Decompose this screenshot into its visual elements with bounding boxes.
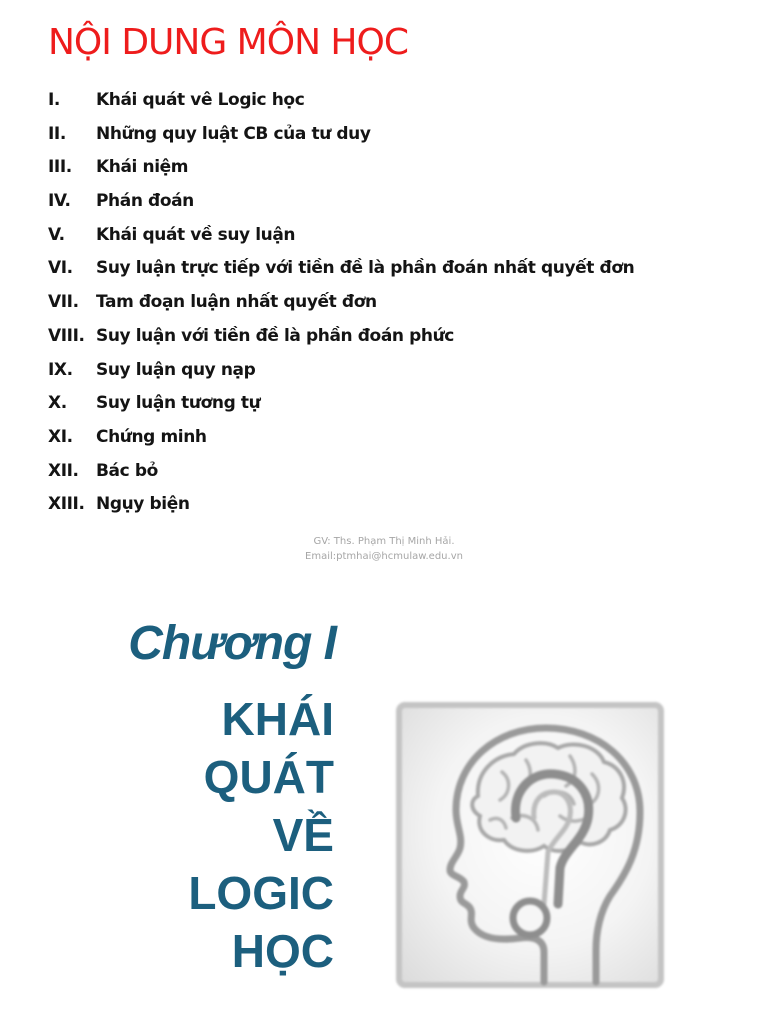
list-item xyxy=(48,86,634,120)
chapter-title-line: LOGIC xyxy=(188,867,334,919)
list-item xyxy=(48,322,634,356)
item-number: VI. xyxy=(48,258,73,279)
chapter-title-line: KHÁI xyxy=(221,693,334,745)
item-text: Khái quát về suy luận xyxy=(96,224,296,245)
chapter-title-line: VỀ xyxy=(272,809,334,861)
chapter-title-line: HỌC xyxy=(231,925,334,977)
list-item xyxy=(48,254,634,288)
list-item xyxy=(48,457,634,491)
head-question-mark-icon xyxy=(394,700,666,990)
list-item xyxy=(48,288,634,322)
item-text: Bác bỏ xyxy=(96,460,158,481)
chapter-label: Chương I xyxy=(128,617,336,670)
item-text: Phán đoán xyxy=(96,191,194,212)
item-text: Suy luận tương tự xyxy=(96,393,261,414)
item-number: IV. xyxy=(48,191,71,212)
list-item xyxy=(48,356,634,390)
item-number: XI. xyxy=(48,426,73,447)
list-item xyxy=(48,423,634,457)
item-text: Suy luận trực tiếp với tiền đề là phần đoán nhất quyết đơn xyxy=(96,258,635,279)
chapter-title-line: QUÁT xyxy=(203,751,334,803)
item-number: VII. xyxy=(48,292,79,313)
item-text: Chứng minh xyxy=(96,426,207,447)
lecturer-email: Email:ptmhai@hcmulaw.edu.vn xyxy=(305,551,463,562)
item-text: Khái quát vê Logic học xyxy=(96,90,305,110)
item-number: II. xyxy=(48,123,66,144)
list-item xyxy=(48,490,634,524)
item-number: X. xyxy=(48,393,67,414)
item-text: Những quy luật CB của tư duy xyxy=(96,123,371,144)
item-text: Suy luận quy nạp xyxy=(96,359,256,380)
lecturer-credit xyxy=(0,534,768,564)
list-item xyxy=(48,187,634,221)
item-number: XII. xyxy=(48,460,79,481)
list-item xyxy=(48,389,634,423)
item-number: VIII. xyxy=(48,325,85,346)
item-number: XIII. xyxy=(48,494,85,515)
page-title: NỘI DUNG MÔN HỌC xyxy=(48,22,408,63)
brain-outline xyxy=(472,743,625,851)
chapter-title xyxy=(188,690,334,980)
list-item xyxy=(48,153,634,187)
item-text: Ngụy biện xyxy=(96,494,190,515)
lecturer-name: GV: Ths. Phạm Thị Minh Hải. xyxy=(313,536,455,547)
list-item xyxy=(48,221,634,255)
item-text: Suy luận với tiền đề là phần đoán phức xyxy=(96,325,454,346)
item-number: V. xyxy=(48,224,65,245)
course-outline-list xyxy=(48,86,634,524)
question-mark-dot xyxy=(513,901,547,935)
item-number: IX. xyxy=(48,359,73,380)
item-text: Khái niệm xyxy=(96,157,189,178)
item-number: I. xyxy=(48,90,60,110)
item-number: III. xyxy=(48,157,72,178)
list-item xyxy=(48,120,634,154)
item-text: Tam đoạn luận nhất quyết đơn xyxy=(96,292,377,313)
